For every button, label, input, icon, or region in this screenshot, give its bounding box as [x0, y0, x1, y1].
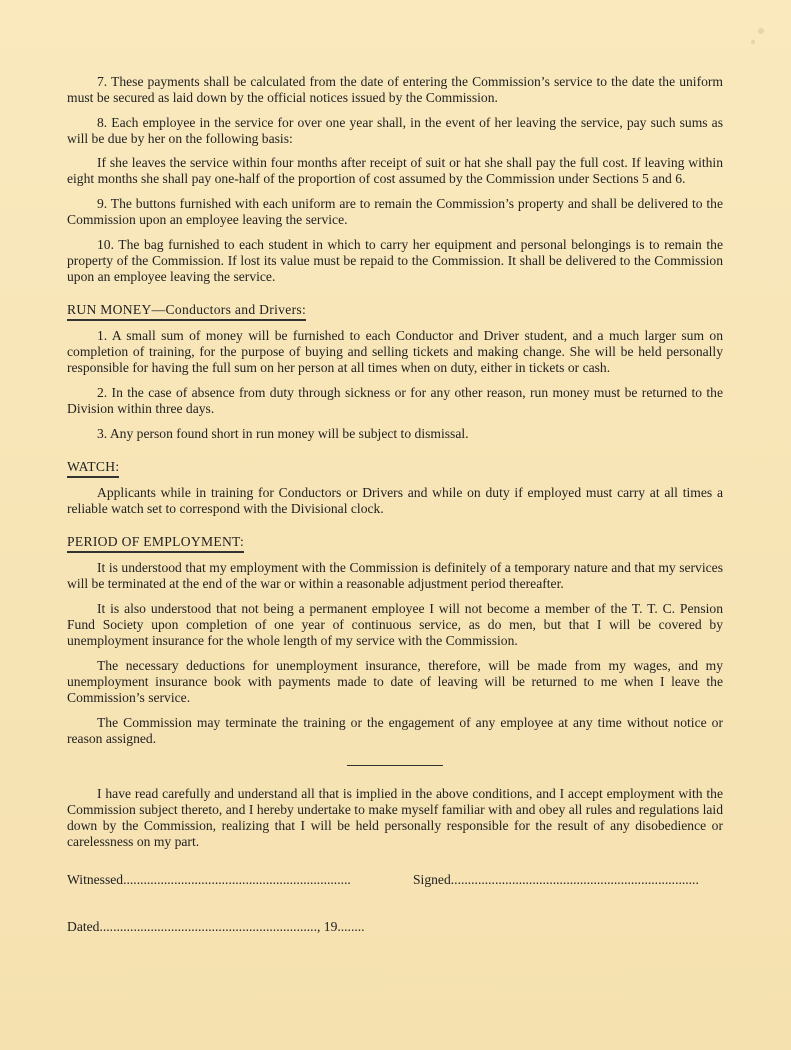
period-item-3: The necessary deductions for unemployment insurance, therefore, will be made from my wages, and my unemployment insurance book with payments made to date of leaving will be returned to me when I leave the Commission’s service.: [67, 658, 723, 705]
declaration-text: I have read carefully and understand all that is implied in the above conditions, and I accept employment with the Commission subject thereto, and I hereby undertake to make myself familiar with and obey all rules and regulations laid down by the Commission, realizing that I will be held personally responsible for the result of any disobedience or carelessness on my part.: [67, 786, 723, 849]
period-item-4: The Commission may terminate the training or the engagement of any employee at any time without notice or reason assigned.: [67, 715, 723, 746]
dated-line: ................................................................: [99, 919, 317, 934]
paper-stain: [758, 28, 764, 34]
witness-signature-row: [67, 872, 727, 888]
watch-heading: WATCH:: [67, 459, 119, 478]
paragraph-8: 8. Each employee in the service for over one year shall, in the event of her leaving the service, pay such sums as will be due by her on the following basis:: [67, 115, 723, 146]
paragraph-7: 7. These payments shall be calculated from the date of entering the Commission’s service to the date the uniform must be secured as laid down by the official notices issued by the Commission.: [67, 74, 723, 105]
period-item-1: It is understood that my employment with the Commission is definitely of a temporary nature and that my services will be terminated at the end of the war or within a reasonable adjustment period thereafter.: [67, 560, 723, 591]
watch-text: Applicants while in training for Conductors or Drivers and while on duty if employed must carry at all times a reliable watch set to correspond with the Divisional clock.: [67, 485, 723, 516]
dated-label: Dated: [67, 919, 100, 934]
signed-field[interactable]: [413, 872, 699, 888]
signed-line: .........................................................................: [450, 872, 699, 887]
run-money-item-2: 2. In the case of absence from duty through sickness or for any other reason, run money must be returned to the Division within three days.: [67, 385, 723, 416]
dated-field[interactable]: [67, 919, 365, 935]
run-money-heading: RUN MONEY—Conductors and Drivers:: [67, 302, 306, 321]
period-heading: PERIOD OF EMPLOYMENT:: [67, 534, 244, 553]
run-money-item-3: 3. Any person found short in run money will be subject to dismissal.: [97, 426, 469, 441]
year-prefix: , 19: [316, 919, 338, 934]
witnessed-field[interactable]: [67, 872, 413, 888]
witnessed-line: ...................................................................: [123, 872, 351, 887]
paragraph-9: 9. The buttons furnished with each uniform are to remain the Commission’s property and shall be delivered to the Commission upon an employee leaving the service.: [67, 196, 723, 227]
run-money-item-1: 1. A small sum of money will be furnished to each Conductor and Driver student, and a much larger sum on completion of training, for the purpose of buying and selling tickets and making change. She will be held personally responsible for having the full sum on her person at all times when on duty, either in tickets or cash.: [67, 328, 723, 375]
paragraph-10: 10. The bag furnished to each student in which to carry her equipment and personal belongings is to remain the property of the Commission. If lost its value must be repaid to the Commission. It shall be delivered to the Commission upon an employee leaving the service.: [67, 237, 723, 284]
paragraph-8-basis: If she leaves the service within four months after receipt of suit or hat she shall pay the full cost. If leaving within eight months she shall pay one-half of the proportion of cost assumed by the Commission under Sections 5 and 6.: [67, 155, 723, 186]
witnessed-label: Witnessed: [67, 872, 124, 887]
year-line: ........: [337, 919, 365, 934]
signed-label: Signed: [413, 872, 451, 887]
document-body: [67, 74, 723, 859]
section-divider: [347, 765, 443, 766]
period-item-2: It is also understood that not being a permanent employee I will not become a member of the T. T. C. Pension Fund Society upon completion of one year of continuous service, as do men, but that I will be covered by unemployment insurance for the whole length of my service with the Commission.: [67, 601, 723, 648]
paper-stain: [751, 40, 755, 44]
dated-row: [67, 919, 727, 935]
